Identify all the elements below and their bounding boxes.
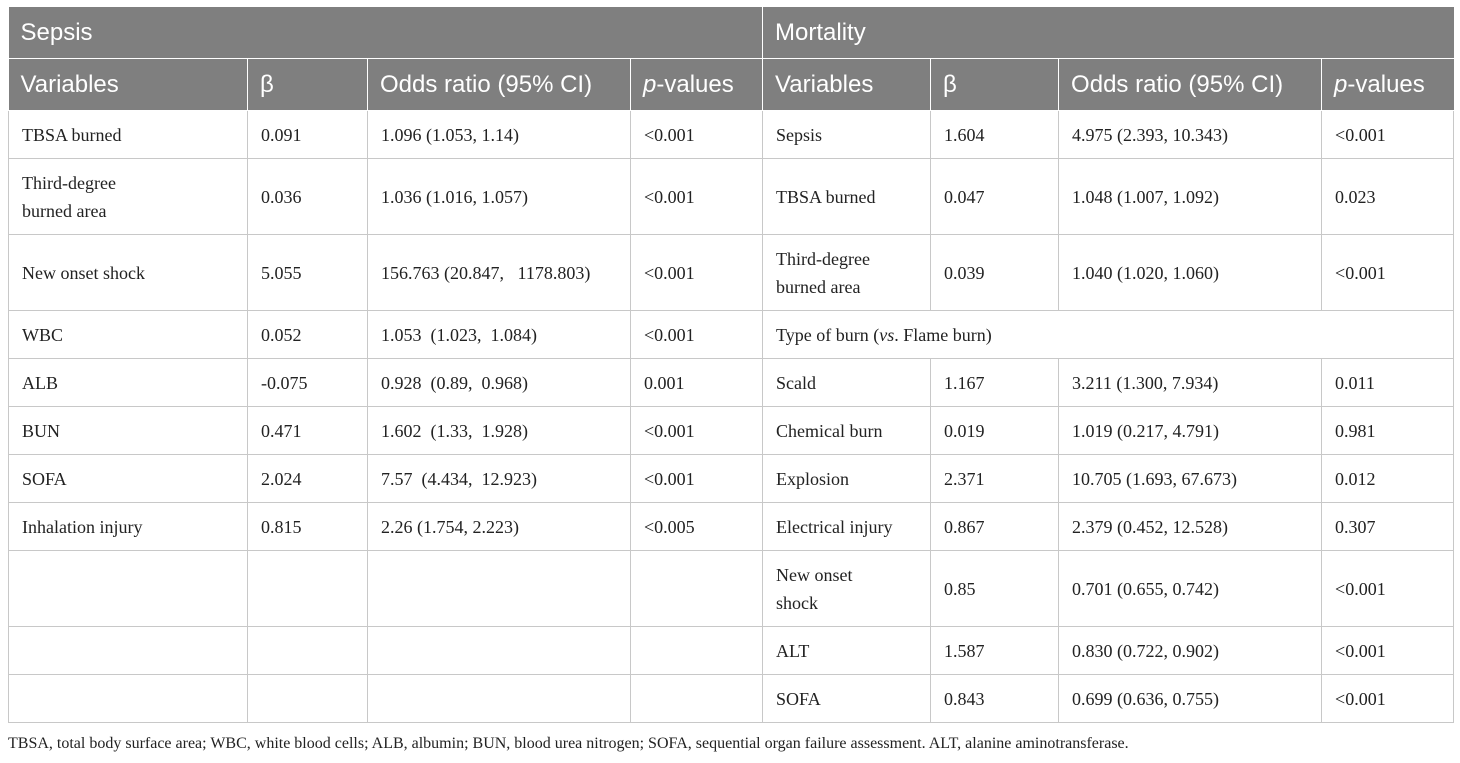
mortality-beta: 1.604 (931, 111, 1059, 159)
sepsis-beta (248, 675, 368, 723)
mortality-beta: 2.371 (931, 455, 1059, 503)
results-table (8, 7, 1454, 723)
sepsis-beta: 0.036 (248, 159, 368, 235)
sepsis-p: <0.005 (631, 503, 763, 551)
col-or-sepsis: Odds ratio (95% CI) (368, 59, 631, 111)
column-header-row (9, 59, 1454, 111)
sepsis-or: 1.036 (1.016, 1.057) (368, 159, 631, 235)
sepsis-or: 7.57 (4.434, 12.923) (368, 455, 631, 503)
mortality-or: 1.048 (1.007, 1.092) (1059, 159, 1322, 235)
sepsis-beta: 5.055 (248, 235, 368, 311)
table-container (8, 7, 1453, 723)
mortality-p: 0.023 (1322, 159, 1454, 235)
p-rest: -values (1347, 70, 1425, 98)
table-row (9, 359, 1454, 407)
sepsis-variable: SOFA (9, 455, 248, 503)
p-rest: -values (656, 70, 734, 98)
sepsis-or (368, 675, 631, 723)
col-p-sepsis (631, 59, 763, 111)
p-italic: p (643, 70, 657, 98)
col-beta-mortality: β (931, 59, 1059, 111)
mortality-beta: 1.167 (931, 359, 1059, 407)
mortality-p: <0.001 (1322, 675, 1454, 723)
sepsis-or: 0.928 (0.89, 0.968) (368, 359, 631, 407)
sepsis-variable (9, 627, 248, 675)
table-row (9, 627, 1454, 675)
col-or-mortality: Odds ratio (95% CI) (1059, 59, 1322, 111)
mortality-or: 1.040 (1.020, 1.060) (1059, 235, 1322, 311)
sepsis-variable: TBSA burned (9, 111, 248, 159)
table-row (9, 503, 1454, 551)
mortality-group-header: Mortality (763, 7, 1454, 59)
mortality-variable: New onset shock (763, 551, 931, 627)
sepsis-variable: ALB (9, 359, 248, 407)
sepsis-beta: 2.024 (248, 455, 368, 503)
sepsis-variable: Third-degree burned area (9, 159, 248, 235)
col-variables-sepsis: Variables (9, 59, 248, 111)
mortality-variable: SOFA (763, 675, 931, 723)
mortality-or: 1.019 (0.217, 4.791) (1059, 407, 1322, 455)
sepsis-beta: 0.091 (248, 111, 368, 159)
sepsis-or (368, 551, 631, 627)
table-row (9, 159, 1454, 235)
sepsis-beta (248, 627, 368, 675)
table-row (9, 675, 1454, 723)
mortality-p: <0.001 (1322, 627, 1454, 675)
mortality-beta: 1.587 (931, 627, 1059, 675)
mortality-beta: 0.039 (931, 235, 1059, 311)
mortality-variable: Electrical injury (763, 503, 931, 551)
sepsis-p: <0.001 (631, 407, 763, 455)
sepsis-p: <0.001 (631, 111, 763, 159)
sepsis-beta: 0.052 (248, 311, 368, 359)
col-p-mortality (1322, 59, 1454, 111)
sepsis-variable: BUN (9, 407, 248, 455)
burn-type-prefix: Type of burn ( (776, 324, 880, 345)
mortality-or: 4.975 (2.393, 10.343) (1059, 111, 1322, 159)
mortality-variable: Third-degree burned area (763, 235, 931, 311)
table-footnote: TBSA, total body surface area; WBC, white blood cells; ALB, albumin; BUN, blood urea nitrogen; SOFA, sequential organ failure assessment. ALT, alanine aminotransferase. (8, 735, 1129, 752)
sepsis-beta: -0.075 (248, 359, 368, 407)
sepsis-variable: WBC (9, 311, 248, 359)
mortality-beta: 0.867 (931, 503, 1059, 551)
sepsis-p (631, 551, 763, 627)
mortality-beta: 0.019 (931, 407, 1059, 455)
mortality-p: <0.001 (1322, 111, 1454, 159)
p-italic: p (1334, 70, 1348, 98)
table-row (9, 111, 1454, 159)
sepsis-or: 2.26 (1.754, 2.223) (368, 503, 631, 551)
mortality-or: 10.705 (1.693, 67.673) (1059, 455, 1322, 503)
mortality-or: 0.830 (0.722, 0.902) (1059, 627, 1322, 675)
mortality-p: <0.001 (1322, 551, 1454, 627)
sepsis-beta: 0.471 (248, 407, 368, 455)
mortality-variable: Sepsis (763, 111, 931, 159)
sepsis-variable (9, 675, 248, 723)
sepsis-or (368, 627, 631, 675)
sepsis-p: <0.001 (631, 235, 763, 311)
mortality-p: 0.981 (1322, 407, 1454, 455)
table-row (9, 551, 1454, 627)
mortality-p: 0.012 (1322, 455, 1454, 503)
mortality-p: 0.307 (1322, 503, 1454, 551)
mortality-or: 2.379 (0.452, 12.528) (1059, 503, 1322, 551)
table-row (9, 407, 1454, 455)
sepsis-variable: Inhalation injury (9, 503, 248, 551)
mortality-variable: TBSA burned (763, 159, 931, 235)
sepsis-p: <0.001 (631, 159, 763, 235)
sepsis-p: <0.001 (631, 455, 763, 503)
mortality-beta: 0.843 (931, 675, 1059, 723)
sepsis-or: 156.763 (20.847, 1178.803) (368, 235, 631, 311)
mortality-or: 0.699 (0.636, 0.755) (1059, 675, 1322, 723)
sepsis-p: <0.001 (631, 311, 763, 359)
sepsis-p (631, 675, 763, 723)
mortality-variable: ALT (763, 627, 931, 675)
sepsis-variable (9, 551, 248, 627)
sepsis-or: 1.096 (1.053, 1.14) (368, 111, 631, 159)
sepsis-group-header: Sepsis (9, 7, 763, 59)
sepsis-beta: 0.815 (248, 503, 368, 551)
mortality-burn-type-header (763, 311, 1454, 359)
table-row (9, 311, 1454, 359)
mortality-or: 3.211 (1.300, 7.934) (1059, 359, 1322, 407)
mortality-variable: Scald (763, 359, 931, 407)
col-beta-sepsis: β (248, 59, 368, 111)
sepsis-p (631, 627, 763, 675)
sepsis-variable: New onset shock (9, 235, 248, 311)
mortality-variable: Chemical burn (763, 407, 931, 455)
sepsis-or: 1.053 (1.023, 1.084) (368, 311, 631, 359)
sepsis-p: 0.001 (631, 359, 763, 407)
burn-type-suffix: . Flame burn) (894, 324, 992, 345)
burn-type-vs: vs (879, 324, 895, 345)
mortality-variable: Explosion (763, 455, 931, 503)
sepsis-or: 1.602 (1.33, 1.928) (368, 407, 631, 455)
mortality-p: <0.001 (1322, 235, 1454, 311)
mortality-or: 0.701 (0.655, 0.742) (1059, 551, 1322, 627)
sepsis-beta (248, 551, 368, 627)
mortality-p: 0.011 (1322, 359, 1454, 407)
col-variables-mortality: Variables (763, 59, 931, 111)
group-header-row (9, 7, 1454, 59)
mortality-beta: 0.047 (931, 159, 1059, 235)
table-row (9, 235, 1454, 311)
mortality-beta: 0.85 (931, 551, 1059, 627)
table-row (9, 455, 1454, 503)
